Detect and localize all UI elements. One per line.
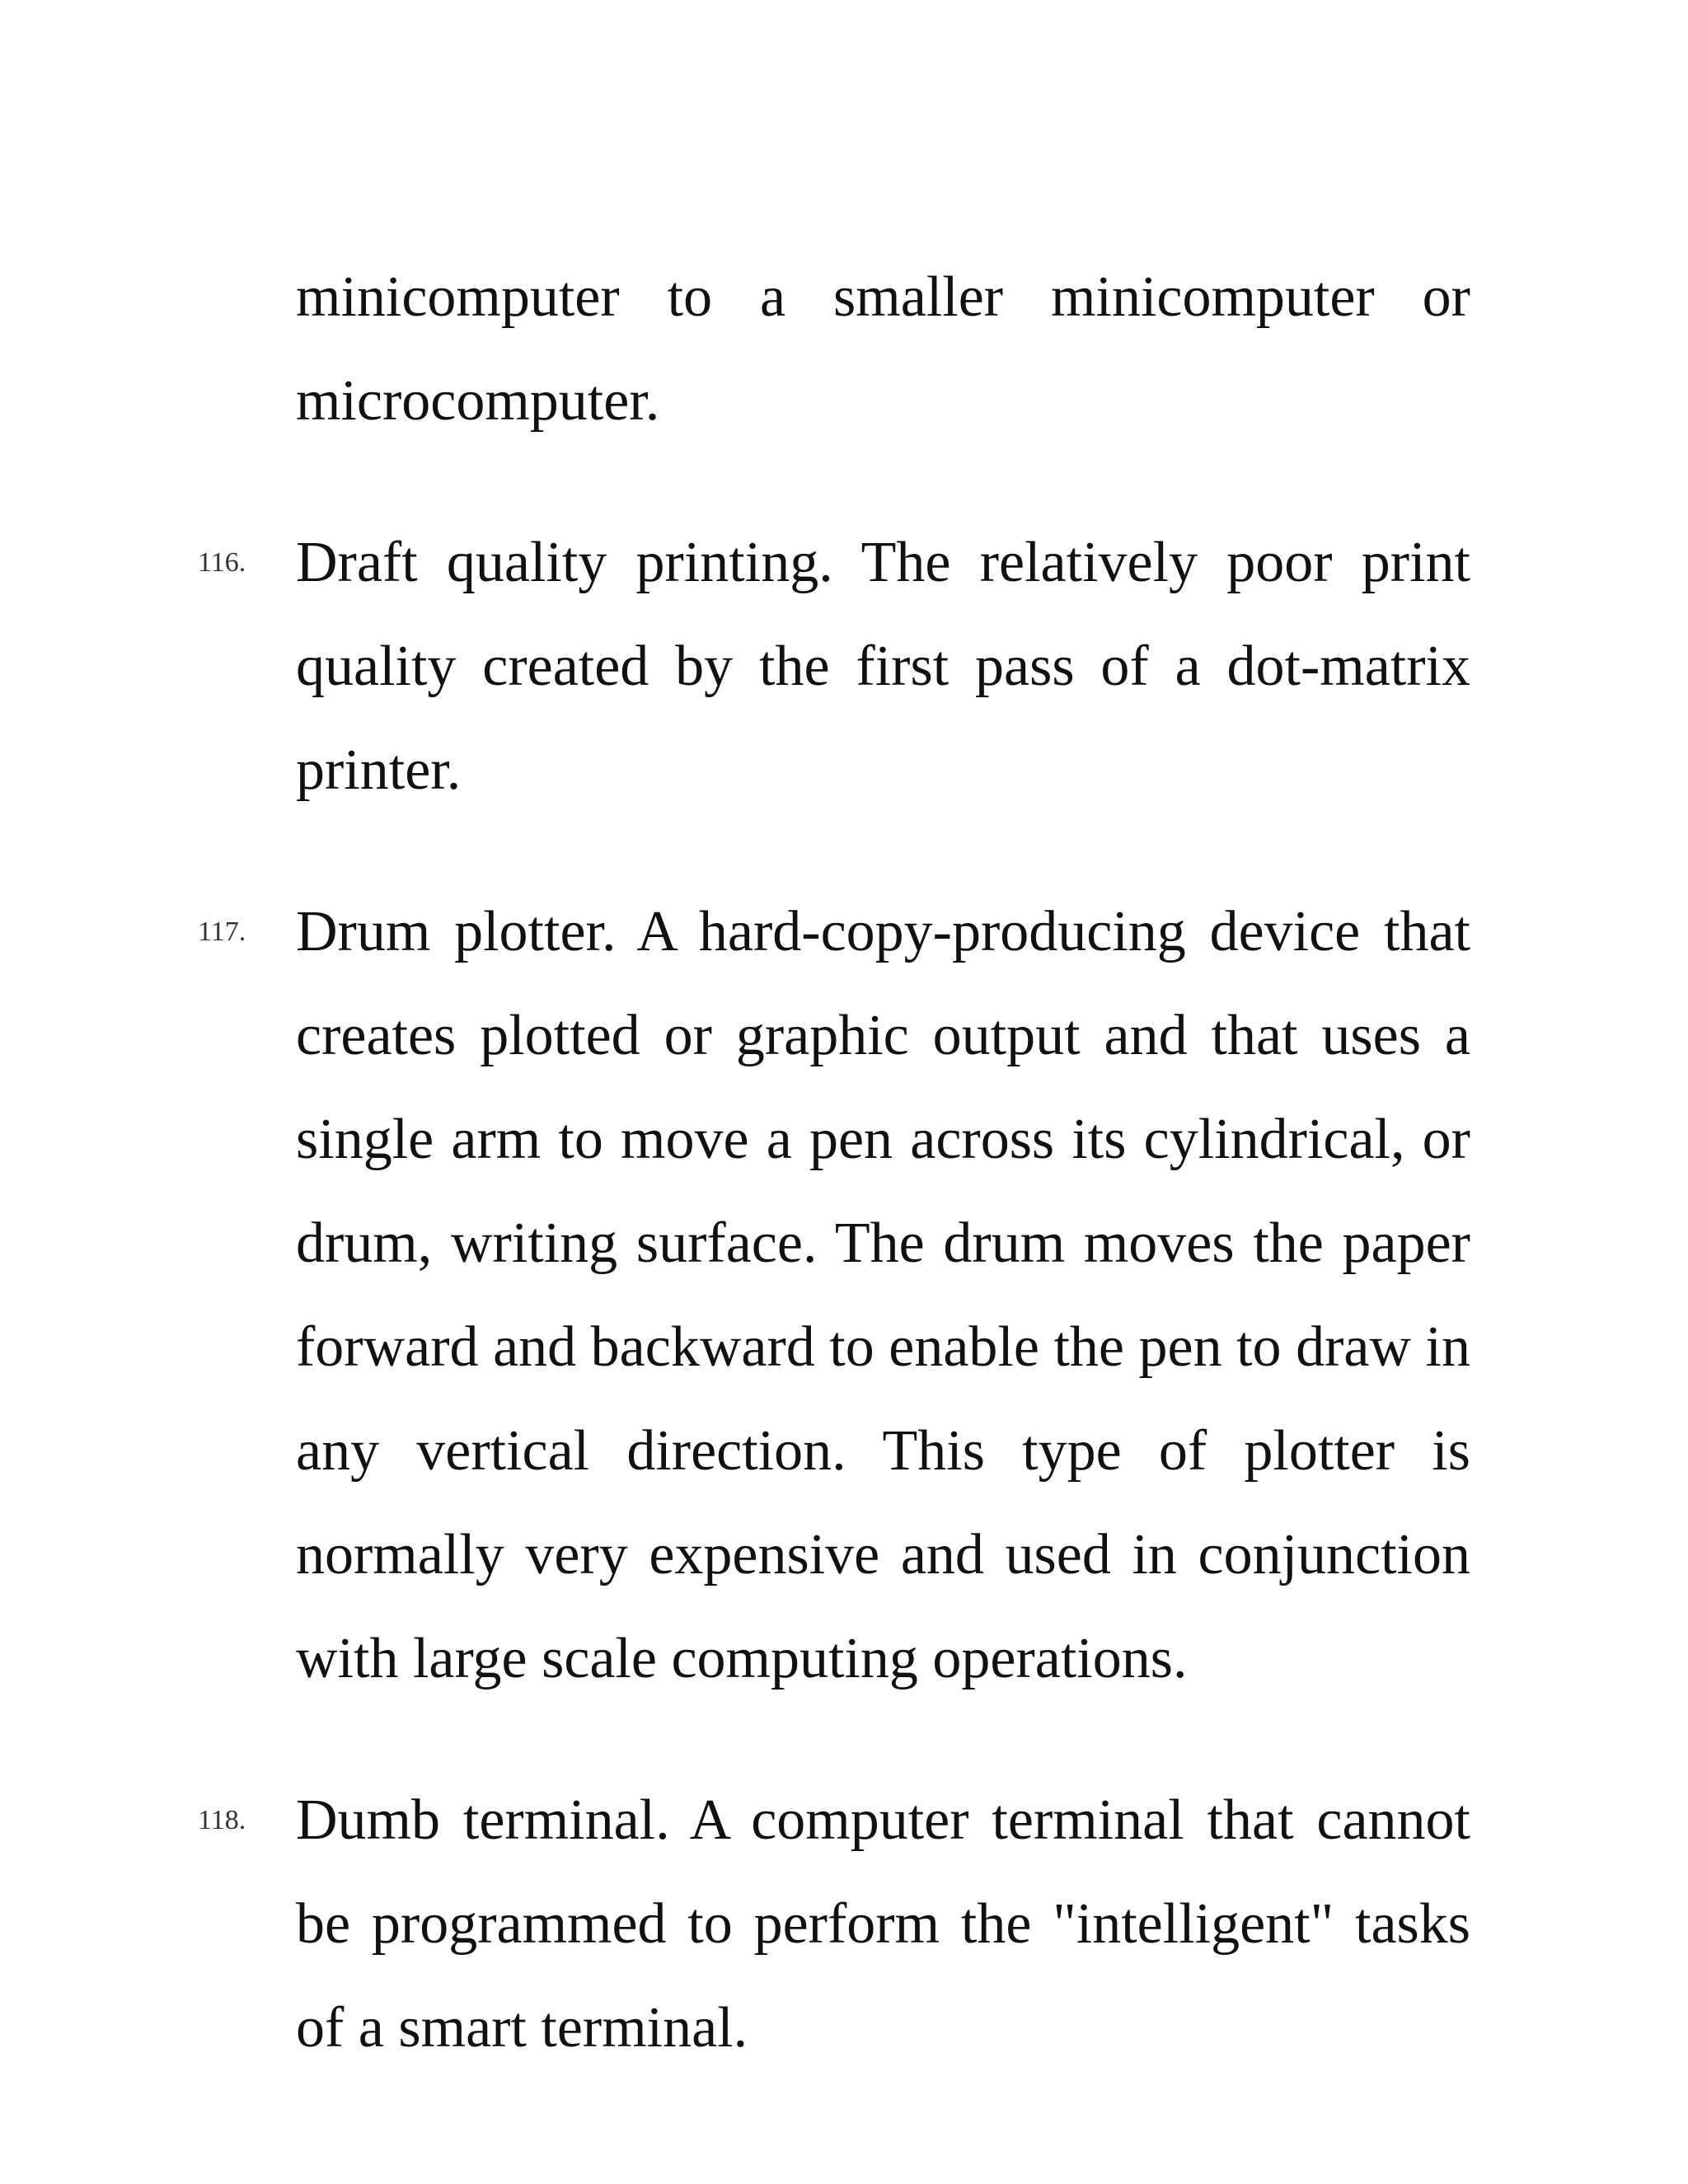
glossary-entry-118 (0, 1769, 1688, 2080)
glossary-entry-continuation (0, 246, 1688, 453)
entry-number: 118. (198, 1805, 246, 1835)
entry-text: Draft quality printing. The relatively poor print quality created by the first pass of a dot-matrix printer. (296, 531, 1470, 802)
entry-number: 117. (198, 916, 246, 947)
entry-text: Dumb terminal. A computer terminal that cannot be programmed to perform the "intelligent" tasks of a smart terminal. (296, 1788, 1470, 2060)
entry-text: minicomputer to a smaller minicomputer or microcomputer. (296, 265, 1470, 433)
glossary-entry-117 (0, 880, 1688, 1711)
glossary-entries (0, 188, 1688, 2138)
entry-text: Drum plotter. A hard-copy-producing device that creates plotted or graphic output and that uses a single arm to move a pen across its cylindrical, or drum, writing surface. The drum moves the paper forward and backward to enable the pen to draw in any vertical direction. This type of plotter is normally very expensive and used in conjunction with large scale computing operations. (296, 900, 1470, 1690)
glossary-entry-116 (0, 511, 1688, 823)
entry-number: 116. (198, 547, 246, 578)
